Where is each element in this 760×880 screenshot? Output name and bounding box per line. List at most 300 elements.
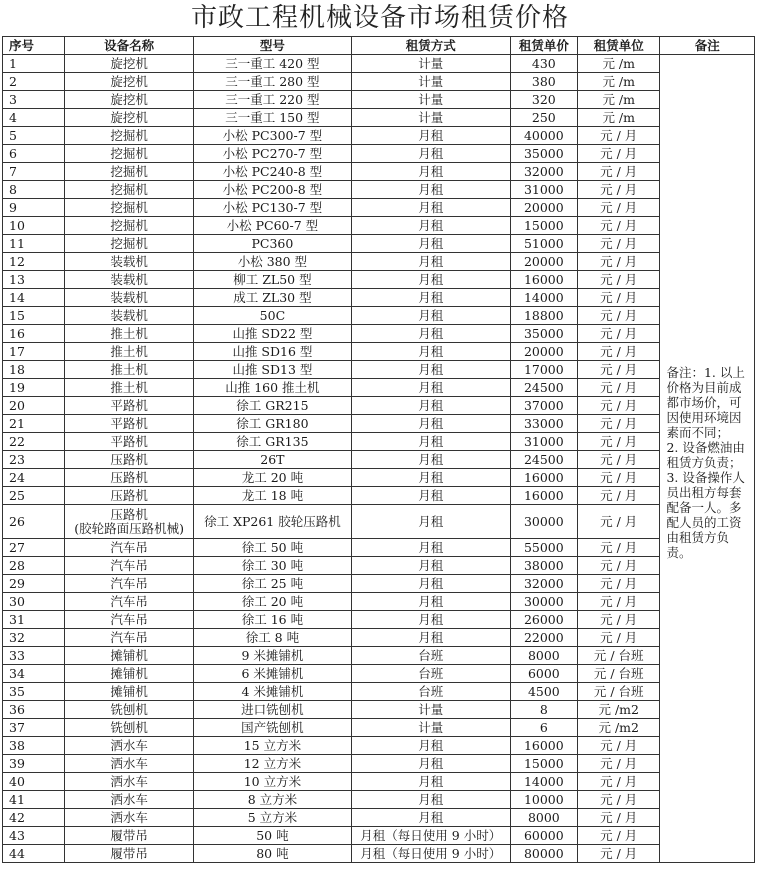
cell-equipment-name: 汽车吊 <box>65 539 194 557</box>
cell-seq: 24 <box>3 469 65 487</box>
table-row <box>3 593 755 611</box>
cell-rental-mode: 月租 <box>351 629 510 647</box>
table-row <box>3 325 755 343</box>
cell-equipment-name: 汽车吊 <box>65 593 194 611</box>
table-row <box>3 235 755 253</box>
cell-seq: 20 <box>3 397 65 415</box>
cell-unit-price: 8000 <box>510 647 577 665</box>
table-row <box>3 629 755 647</box>
header-rental-unit: 租赁单位 <box>578 37 660 55</box>
table-row <box>3 469 755 487</box>
cell-unit-price: 26000 <box>510 611 577 629</box>
table-row <box>3 701 755 719</box>
cell-rental-mode: 月租 <box>351 773 510 791</box>
equipment-name-line: 压路机 <box>110 506 148 522</box>
cell-rental-unit: 元 / 月 <box>578 253 660 271</box>
cell-rental-unit: 元 / 月 <box>578 611 660 629</box>
header-equipment-name: 设备名称 <box>65 37 194 55</box>
cell-rental-mode: 月租 <box>351 433 510 451</box>
table-body <box>3 55 755 863</box>
cell-rental-unit: 元 / 月 <box>578 809 660 827</box>
remarks-line: 素而不同； <box>666 425 729 440</box>
cell-equipment-name: 洒水车 <box>65 737 194 755</box>
cell-equipment-name: 履带吊 <box>65 845 194 863</box>
cell-unit-price: 35000 <box>510 325 577 343</box>
table-row <box>3 451 755 469</box>
cell-equipment-name: 挖掘机 <box>65 235 194 253</box>
cell-rental-unit: 元 / 月 <box>578 469 660 487</box>
table-row <box>3 433 755 451</box>
cell-rental-mode: 月租 <box>351 755 510 773</box>
cell-equipment-name: 洒水车 <box>65 755 194 773</box>
table-row <box>3 505 755 539</box>
cell-seq: 1 <box>3 55 65 73</box>
table-row <box>3 719 755 737</box>
cell-equipment-name: 旋挖机 <box>65 73 194 91</box>
table-row <box>3 611 755 629</box>
cell-model: 小松 PC60-7 型 <box>194 217 352 235</box>
cell-seq: 19 <box>3 379 65 397</box>
cell-rental-unit: 元 / 月 <box>578 575 660 593</box>
cell-model: 三一重工 280 型 <box>194 73 352 91</box>
header-unit-price: 租赁单价 <box>510 37 577 55</box>
cell-seq: 12 <box>3 253 65 271</box>
cell-equipment-name: 挖掘机 <box>65 199 194 217</box>
cell-seq: 13 <box>3 271 65 289</box>
cell-equipment-name: 挖掘机 <box>65 127 194 145</box>
cell-unit-price: 32000 <box>510 575 577 593</box>
table-row <box>3 307 755 325</box>
table-row <box>3 109 755 127</box>
cell-unit-price: 35000 <box>510 145 577 163</box>
cell-seq: 8 <box>3 181 65 199</box>
cell-equipment-name: 摊铺机 <box>65 683 194 701</box>
table-row <box>3 791 755 809</box>
cell-model: 50C <box>194 307 352 325</box>
cell-rental-unit: 元 / 月 <box>578 737 660 755</box>
cell-seq: 11 <box>3 235 65 253</box>
cell-equipment-name: 装载机 <box>65 253 194 271</box>
cell-unit-price: 20000 <box>510 199 577 217</box>
cell-rental-mode: 台班 <box>351 665 510 683</box>
cell-unit-price: 16000 <box>510 487 577 505</box>
cell-seq: 15 <box>3 307 65 325</box>
header-model: 型号 <box>194 37 352 55</box>
cell-model: 龙工 20 吨 <box>194 469 352 487</box>
cell-rental-mode: 台班 <box>351 683 510 701</box>
cell-model: 成工 ZL30 型 <box>194 289 352 307</box>
table-row <box>3 845 755 863</box>
remarks-line: 员出租方每套 <box>666 485 742 500</box>
table-row <box>3 127 755 145</box>
header-seq: 序号 <box>3 37 65 55</box>
cell-rental-mode: 月租 <box>351 199 510 217</box>
cell-seq: 22 <box>3 433 65 451</box>
cell-seq: 40 <box>3 773 65 791</box>
cell-rental-unit: 元 / 月 <box>578 433 660 451</box>
cell-equipment-name: 压路机 <box>65 487 194 505</box>
cell-model: 三一重工 220 型 <box>194 91 352 109</box>
cell-model: 小松 PC240-8 型 <box>194 163 352 181</box>
cell-seq: 14 <box>3 289 65 307</box>
cell-unit-price: 60000 <box>510 827 577 845</box>
cell-rental-unit: 元 / 月 <box>578 145 660 163</box>
cell-equipment-name: 挖掘机 <box>65 163 194 181</box>
cell-unit-price: 14000 <box>510 773 577 791</box>
cell-model: 小松 380 型 <box>194 253 352 271</box>
cell-equipment-name: 挖掘机 <box>65 181 194 199</box>
cell-rental-unit: 元 / 月 <box>578 557 660 575</box>
remarks-cell <box>660 55 755 863</box>
cell-model: 徐工 GR215 <box>194 397 352 415</box>
cell-seq: 34 <box>3 665 65 683</box>
cell-rental-unit: 元 / 月 <box>578 361 660 379</box>
cell-seq: 25 <box>3 487 65 505</box>
cell-equipment-name: 平路机 <box>65 433 194 451</box>
header-remarks: 备注 <box>660 37 755 55</box>
cell-rental-unit: 元 / 月 <box>578 773 660 791</box>
cell-equipment-name: 铣刨机 <box>65 719 194 737</box>
cell-model: 15 立方米 <box>194 737 352 755</box>
cell-equipment-name: 装载机 <box>65 271 194 289</box>
cell-seq: 3 <box>3 91 65 109</box>
cell-rental-mode: 月租 <box>351 505 510 539</box>
cell-seq: 37 <box>3 719 65 737</box>
cell-rental-unit: 元 / 月 <box>578 845 660 863</box>
cell-unit-price: 51000 <box>510 235 577 253</box>
cell-model: 9 米摊铺机 <box>194 647 352 665</box>
cell-rental-mode: 月租 <box>351 791 510 809</box>
cell-model: 26T <box>194 451 352 469</box>
cell-model: 80 吨 <box>194 845 352 863</box>
table-row <box>3 755 755 773</box>
table-row <box>3 809 755 827</box>
cell-rental-mode: 月租 <box>351 575 510 593</box>
cell-seq: 41 <box>3 791 65 809</box>
cell-seq: 10 <box>3 217 65 235</box>
cell-rental-mode: 月租（每日使用 9 小时） <box>351 827 510 845</box>
cell-rental-unit: 元 / 月 <box>578 289 660 307</box>
cell-unit-price: 22000 <box>510 629 577 647</box>
cell-model: 进口铣刨机 <box>194 701 352 719</box>
cell-rental-mode: 月租 <box>351 611 510 629</box>
cell-seq: 31 <box>3 611 65 629</box>
remarks-line: 配备一人。多 <box>666 500 742 515</box>
cell-rental-unit: 元 / 月 <box>578 343 660 361</box>
cell-equipment-name: 压路机 <box>65 469 194 487</box>
cell-rental-mode: 月租 <box>351 809 510 827</box>
cell-seq: 30 <box>3 593 65 611</box>
remarks-line: 2. 设备燃油由 <box>666 440 745 455</box>
cell-rental-unit: 元 / 月 <box>578 539 660 557</box>
table-row <box>3 683 755 701</box>
cell-unit-price: 17000 <box>510 361 577 379</box>
cell-model: 徐工 16 吨 <box>194 611 352 629</box>
cell-rental-unit: 元 / 月 <box>578 181 660 199</box>
cell-model: PC360 <box>194 235 352 253</box>
cell-equipment-name: 旋挖机 <box>65 91 194 109</box>
cell-rental-mode: 月租 <box>351 451 510 469</box>
table-row <box>3 361 755 379</box>
cell-unit-price: 20000 <box>510 343 577 361</box>
cell-seq: 35 <box>3 683 65 701</box>
cell-equipment-name: 履带吊 <box>65 827 194 845</box>
cell-model: 徐工 30 吨 <box>194 557 352 575</box>
cell-unit-price: 30000 <box>510 593 577 611</box>
cell-model: 柳工 ZL50 型 <box>194 271 352 289</box>
cell-model: 5 立方米 <box>194 809 352 827</box>
cell-rental-unit: 元 / 月 <box>578 379 660 397</box>
cell-model: 徐工 20 吨 <box>194 593 352 611</box>
cell-rental-unit: 元 / 月 <box>578 629 660 647</box>
cell-seq: 36 <box>3 701 65 719</box>
table-row <box>3 199 755 217</box>
cell-model: 三一重工 420 型 <box>194 55 352 73</box>
cell-rental-mode: 月租 <box>351 469 510 487</box>
cell-rental-unit: 元 / 台班 <box>578 665 660 683</box>
cell-model: 10 立方米 <box>194 773 352 791</box>
cell-seq: 29 <box>3 575 65 593</box>
cell-seq: 2 <box>3 73 65 91</box>
cell-model: 50 吨 <box>194 827 352 845</box>
cell-equipment-name: 铣刨机 <box>65 701 194 719</box>
cell-seq: 38 <box>3 737 65 755</box>
cell-rental-unit: 元 / 月 <box>578 451 660 469</box>
cell-rental-unit: 元 / 月 <box>578 271 660 289</box>
cell-unit-price: 40000 <box>510 127 577 145</box>
remarks-line: 价格为目前成 <box>666 380 742 395</box>
cell-rental-unit: 元 / 月 <box>578 827 660 845</box>
cell-rental-unit: 元 / 台班 <box>578 683 660 701</box>
cell-unit-price: 8 <box>510 701 577 719</box>
cell-rental-unit: 元 / 台班 <box>578 647 660 665</box>
cell-model: 山推 160 推土机 <box>194 379 352 397</box>
cell-seq: 42 <box>3 809 65 827</box>
remarks-line: 备注：1. 以上 <box>666 365 745 380</box>
table-row <box>3 397 755 415</box>
cell-equipment-name: 平路机 <box>65 415 194 433</box>
cell-rental-mode: 月租 <box>351 343 510 361</box>
cell-unit-price: 24500 <box>510 379 577 397</box>
cell-rental-mode: 计量 <box>351 719 510 737</box>
cell-rental-mode: 月租 <box>351 217 510 235</box>
table-row <box>3 91 755 109</box>
cell-unit-price: 16000 <box>510 469 577 487</box>
table-row <box>3 539 755 557</box>
cell-seq: 17 <box>3 343 65 361</box>
cell-rental-unit: 元 /m <box>578 109 660 127</box>
table-row <box>3 55 755 73</box>
cell-rental-mode: 月租 <box>351 271 510 289</box>
cell-unit-price: 24500 <box>510 451 577 469</box>
table-row <box>3 487 755 505</box>
cell-unit-price: 30000 <box>510 505 577 539</box>
cell-seq: 4 <box>3 109 65 127</box>
cell-seq: 27 <box>3 539 65 557</box>
equipment-name-subline: (胶轮路面压路机械) <box>74 520 185 536</box>
cell-rental-unit: 元 / 月 <box>578 199 660 217</box>
cell-rental-mode: 月租 <box>351 487 510 505</box>
table-row <box>3 557 755 575</box>
cell-unit-price: 320 <box>510 91 577 109</box>
cell-rental-unit: 元 / 月 <box>578 325 660 343</box>
cell-unit-price: 250 <box>510 109 577 127</box>
cell-seq: 9 <box>3 199 65 217</box>
cell-rental-unit: 元 / 月 <box>578 415 660 433</box>
cell-equipment-name: 摊铺机 <box>65 665 194 683</box>
cell-rental-mode: 月租 <box>351 145 510 163</box>
table-row <box>3 271 755 289</box>
cell-rental-unit: 元 / 月 <box>578 791 660 809</box>
cell-equipment-name: 装载机 <box>65 289 194 307</box>
remarks-line: 3. 设备操作人 <box>666 470 745 485</box>
cell-model: 徐工 50 吨 <box>194 539 352 557</box>
cell-equipment-name: 汽车吊 <box>65 575 194 593</box>
cell-rental-unit: 元 / 月 <box>578 235 660 253</box>
cell-rental-mode: 月租 <box>351 737 510 755</box>
cell-rental-mode: 计量 <box>351 701 510 719</box>
remarks-line: 配人员的工资 <box>666 515 742 530</box>
remarks-line: 租赁方负责； <box>666 455 742 470</box>
cell-rental-unit: 元 / 月 <box>578 307 660 325</box>
cell-unit-price: 31000 <box>510 433 577 451</box>
cell-unit-price: 38000 <box>510 557 577 575</box>
cell-model: 徐工 8 吨 <box>194 629 352 647</box>
cell-seq: 23 <box>3 451 65 469</box>
cell-seq: 18 <box>3 361 65 379</box>
cell-equipment-name: 摊铺机 <box>65 647 194 665</box>
cell-rental-unit: 元 /m <box>578 91 660 109</box>
cell-rental-mode: 月租 <box>351 361 510 379</box>
table-row <box>3 379 755 397</box>
cell-model: 徐工 GR135 <box>194 433 352 451</box>
cell-model: 山推 SD13 型 <box>194 361 352 379</box>
cell-rental-mode: 计量 <box>351 55 510 73</box>
cell-model: 国产铣刨机 <box>194 719 352 737</box>
cell-equipment-name: 挖掘机 <box>65 145 194 163</box>
cell-equipment-name <box>65 505 194 539</box>
cell-unit-price: 80000 <box>510 845 577 863</box>
cell-rental-mode: 月租 <box>351 307 510 325</box>
cell-rental-unit: 元 / 月 <box>578 505 660 539</box>
cell-unit-price: 18800 <box>510 307 577 325</box>
cell-unit-price: 6000 <box>510 665 577 683</box>
cell-model: 小松 PC200-8 型 <box>194 181 352 199</box>
cell-equipment-name: 挖掘机 <box>65 217 194 235</box>
cell-seq: 43 <box>3 827 65 845</box>
cell-rental-unit: 元 /m2 <box>578 701 660 719</box>
cell-equipment-name: 汽车吊 <box>65 629 194 647</box>
cell-model: 4 米摊铺机 <box>194 683 352 701</box>
cell-unit-price: 55000 <box>510 539 577 557</box>
cell-rental-mode: 月租 <box>351 163 510 181</box>
cell-equipment-name: 汽车吊 <box>65 557 194 575</box>
cell-rental-unit: 元 /m <box>578 73 660 91</box>
cell-unit-price: 380 <box>510 73 577 91</box>
cell-rental-mode: 月租（每日使用 9 小时） <box>351 845 510 863</box>
cell-rental-mode: 月租 <box>351 379 510 397</box>
cell-model: 小松 PC300-7 型 <box>194 127 352 145</box>
table-row <box>3 73 755 91</box>
table-row <box>3 827 755 845</box>
cell-rental-mode: 月租 <box>351 289 510 307</box>
cell-model: 徐工 GR180 <box>194 415 352 433</box>
remarks-line: 都市场价，可 <box>666 395 742 410</box>
cell-rental-unit: 元 / 月 <box>578 593 660 611</box>
cell-rental-unit: 元 / 月 <box>578 755 660 773</box>
cell-equipment-name: 洒水车 <box>65 791 194 809</box>
cell-model: 山推 SD22 型 <box>194 325 352 343</box>
table-row <box>3 217 755 235</box>
table-row <box>3 253 755 271</box>
price-table <box>2 36 755 863</box>
cell-unit-price: 10000 <box>510 791 577 809</box>
cell-equipment-name: 汽车吊 <box>65 611 194 629</box>
table-row <box>3 289 755 307</box>
cell-model: 徐工 25 吨 <box>194 575 352 593</box>
cell-unit-price: 430 <box>510 55 577 73</box>
cell-seq: 32 <box>3 629 65 647</box>
cell-model: 徐工 XP261 胶轮压路机 <box>194 505 352 539</box>
cell-rental-mode: 月租 <box>351 235 510 253</box>
cell-rental-mode: 月租 <box>351 593 510 611</box>
cell-rental-mode: 台班 <box>351 647 510 665</box>
table-row <box>3 163 755 181</box>
table-row <box>3 145 755 163</box>
cell-rental-unit: 元 / 月 <box>578 163 660 181</box>
cell-equipment-name: 洒水车 <box>65 809 194 827</box>
cell-seq: 21 <box>3 415 65 433</box>
cell-rental-mode: 计量 <box>351 91 510 109</box>
cell-equipment-name: 洒水车 <box>65 773 194 791</box>
header-row <box>3 37 755 55</box>
table-row <box>3 647 755 665</box>
cell-model: 小松 PC130-7 型 <box>194 199 352 217</box>
remarks-line: 由租赁方负责。 <box>666 530 729 560</box>
cell-equipment-name: 旋挖机 <box>65 109 194 127</box>
cell-rental-unit: 元 / 月 <box>578 397 660 415</box>
cell-unit-price: 15000 <box>510 755 577 773</box>
cell-unit-price: 4500 <box>510 683 577 701</box>
cell-rental-mode: 计量 <box>351 109 510 127</box>
cell-rental-unit: 元 / 月 <box>578 487 660 505</box>
cell-equipment-name: 压路机 <box>65 451 194 469</box>
cell-rental-mode: 计量 <box>351 73 510 91</box>
cell-unit-price: 6 <box>510 719 577 737</box>
cell-rental-mode: 月租 <box>351 557 510 575</box>
table-row <box>3 343 755 361</box>
cell-rental-mode: 月租 <box>351 181 510 199</box>
cell-rental-unit: 元 /m <box>578 55 660 73</box>
cell-rental-unit: 元 / 月 <box>578 127 660 145</box>
cell-seq: 16 <box>3 325 65 343</box>
cell-model: 龙工 18 吨 <box>194 487 352 505</box>
table-row <box>3 575 755 593</box>
cell-equipment-name: 推土机 <box>65 379 194 397</box>
cell-rental-mode: 月租 <box>351 415 510 433</box>
cell-seq: 26 <box>3 505 65 539</box>
cell-unit-price: 16000 <box>510 271 577 289</box>
cell-rental-mode: 月租 <box>351 127 510 145</box>
cell-seq: 39 <box>3 755 65 773</box>
cell-rental-mode: 月租 <box>351 325 510 343</box>
cell-unit-price: 31000 <box>510 181 577 199</box>
cell-unit-price: 15000 <box>510 217 577 235</box>
cell-equipment-name: 推土机 <box>65 325 194 343</box>
header-rental-mode: 租赁方式 <box>351 37 510 55</box>
cell-rental-unit: 元 /m2 <box>578 719 660 737</box>
table-row <box>3 665 755 683</box>
